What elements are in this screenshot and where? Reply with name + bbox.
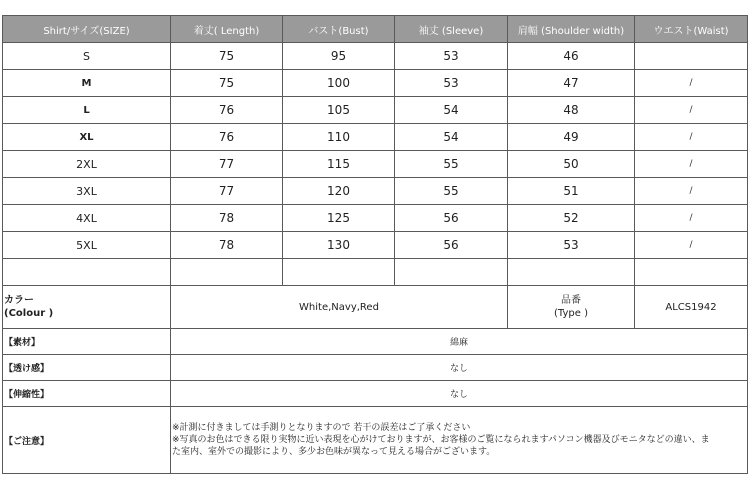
empty-cell xyxy=(395,259,508,286)
sleeve-cell: 55 xyxy=(395,151,508,178)
empty-cell xyxy=(635,259,748,286)
bust-cell: 100 xyxy=(283,70,395,97)
size-cell: 3XL xyxy=(3,178,171,205)
header-waist: ウエスト(Waist) xyxy=(635,16,748,43)
color-label xyxy=(3,286,171,329)
bust-cell: 105 xyxy=(283,97,395,124)
size-cell: M xyxy=(3,70,171,97)
length-cell: 77 xyxy=(171,151,283,178)
bust-cell: 125 xyxy=(283,205,395,232)
shoulder-cell: 53 xyxy=(508,232,635,259)
shoulder-cell: 50 xyxy=(508,151,635,178)
size-cell: S xyxy=(3,43,171,70)
bust-cell: 95 xyxy=(283,43,395,70)
header-size: Shirt/サイズ(SIZE) xyxy=(3,16,171,43)
size-chart-table xyxy=(2,15,748,474)
header-length: 着丈( Length) xyxy=(171,16,283,43)
sleeve-cell: 54 xyxy=(395,97,508,124)
empty-cell xyxy=(3,259,171,286)
length-cell: 75 xyxy=(171,43,283,70)
table-row xyxy=(3,178,748,205)
length-cell: 78 xyxy=(171,205,283,232)
table-row xyxy=(3,232,748,259)
notes-label: 【ご注意】 xyxy=(3,407,171,474)
bust-cell: 115 xyxy=(283,151,395,178)
bust-cell: 110 xyxy=(283,124,395,151)
type-value: ALCS1942 xyxy=(635,286,748,329)
header-shoulder: 肩幅 (Shoulder width) xyxy=(508,16,635,43)
waist-cell: / xyxy=(635,178,748,205)
waist-cell: / xyxy=(635,205,748,232)
table-row xyxy=(3,43,748,70)
color-row xyxy=(3,286,748,329)
sleeve-cell: 54 xyxy=(395,124,508,151)
stretch-row xyxy=(3,381,748,407)
shoulder-cell: 51 xyxy=(508,178,635,205)
size-cell: 2XL xyxy=(3,151,171,178)
shoulder-cell: 52 xyxy=(508,205,635,232)
stretch-value: なし xyxy=(171,381,748,407)
material-row xyxy=(3,329,748,355)
sleeve-cell: 56 xyxy=(395,232,508,259)
material-value: 綿麻 xyxy=(171,329,748,355)
empty-cell xyxy=(283,259,395,286)
waist-cell: / xyxy=(635,70,748,97)
notes-line: た室内、室外での撮影により、多少お色味が異なって見える場合がございます。 xyxy=(172,447,496,457)
shoulder-cell: 47 xyxy=(508,70,635,97)
table-row xyxy=(3,70,748,97)
color-value: White,Navy,Red xyxy=(171,286,508,329)
length-cell: 75 xyxy=(171,70,283,97)
shoulder-cell: 48 xyxy=(508,97,635,124)
table-row xyxy=(3,124,748,151)
sheer-label: 【透け感】 xyxy=(3,355,171,381)
sleeve-cell: 53 xyxy=(395,43,508,70)
empty-row xyxy=(3,259,748,286)
size-cell: 4XL xyxy=(3,205,171,232)
notes-text xyxy=(171,407,748,474)
notes-line: ※写真のお色はできる限り実物に近い表現を心がけておりますが、お客様のご覧になられますパソコン機器及びモニタなどの違い、ま xyxy=(172,435,710,445)
table-row xyxy=(3,205,748,232)
length-cell: 78 xyxy=(171,232,283,259)
type-label-jp: 品番 xyxy=(561,295,581,306)
color-label-jp: カラー xyxy=(4,295,34,306)
size-cell: XL xyxy=(3,124,171,151)
length-cell: 77 xyxy=(171,178,283,205)
waist-cell xyxy=(635,43,748,70)
header-bust: バスト(Bust) xyxy=(283,16,395,43)
stretch-label: 【伸縮性】 xyxy=(3,381,171,407)
header-sleeve: 袖丈 (Sleeve) xyxy=(395,16,508,43)
header-row xyxy=(3,16,748,43)
empty-cell xyxy=(508,259,635,286)
length-cell: 76 xyxy=(171,97,283,124)
shoulder-cell: 46 xyxy=(508,43,635,70)
color-label-en: (Colour ) xyxy=(4,308,54,319)
type-label-en: (Type ) xyxy=(554,308,588,319)
size-cell: 5XL xyxy=(3,232,171,259)
type-label xyxy=(508,286,635,329)
waist-cell: / xyxy=(635,97,748,124)
sleeve-cell: 56 xyxy=(395,205,508,232)
notes-line: ※計測に付きましては手測りとなりますので 若干の誤差はご了承ください xyxy=(172,423,471,433)
notes-row xyxy=(3,407,748,474)
waist-cell: / xyxy=(635,232,748,259)
waist-cell: / xyxy=(635,124,748,151)
empty-cell xyxy=(171,259,283,286)
material-label: 【素材】 xyxy=(3,329,171,355)
table-row xyxy=(3,151,748,178)
waist-cell: / xyxy=(635,151,748,178)
sheer-row xyxy=(3,355,748,381)
bust-cell: 130 xyxy=(283,232,395,259)
sleeve-cell: 55 xyxy=(395,178,508,205)
sheer-value: なし xyxy=(171,355,748,381)
sleeve-cell: 53 xyxy=(395,70,508,97)
table-row xyxy=(3,97,748,124)
bust-cell: 120 xyxy=(283,178,395,205)
length-cell: 76 xyxy=(171,124,283,151)
shoulder-cell: 49 xyxy=(508,124,635,151)
size-cell: L xyxy=(3,97,171,124)
